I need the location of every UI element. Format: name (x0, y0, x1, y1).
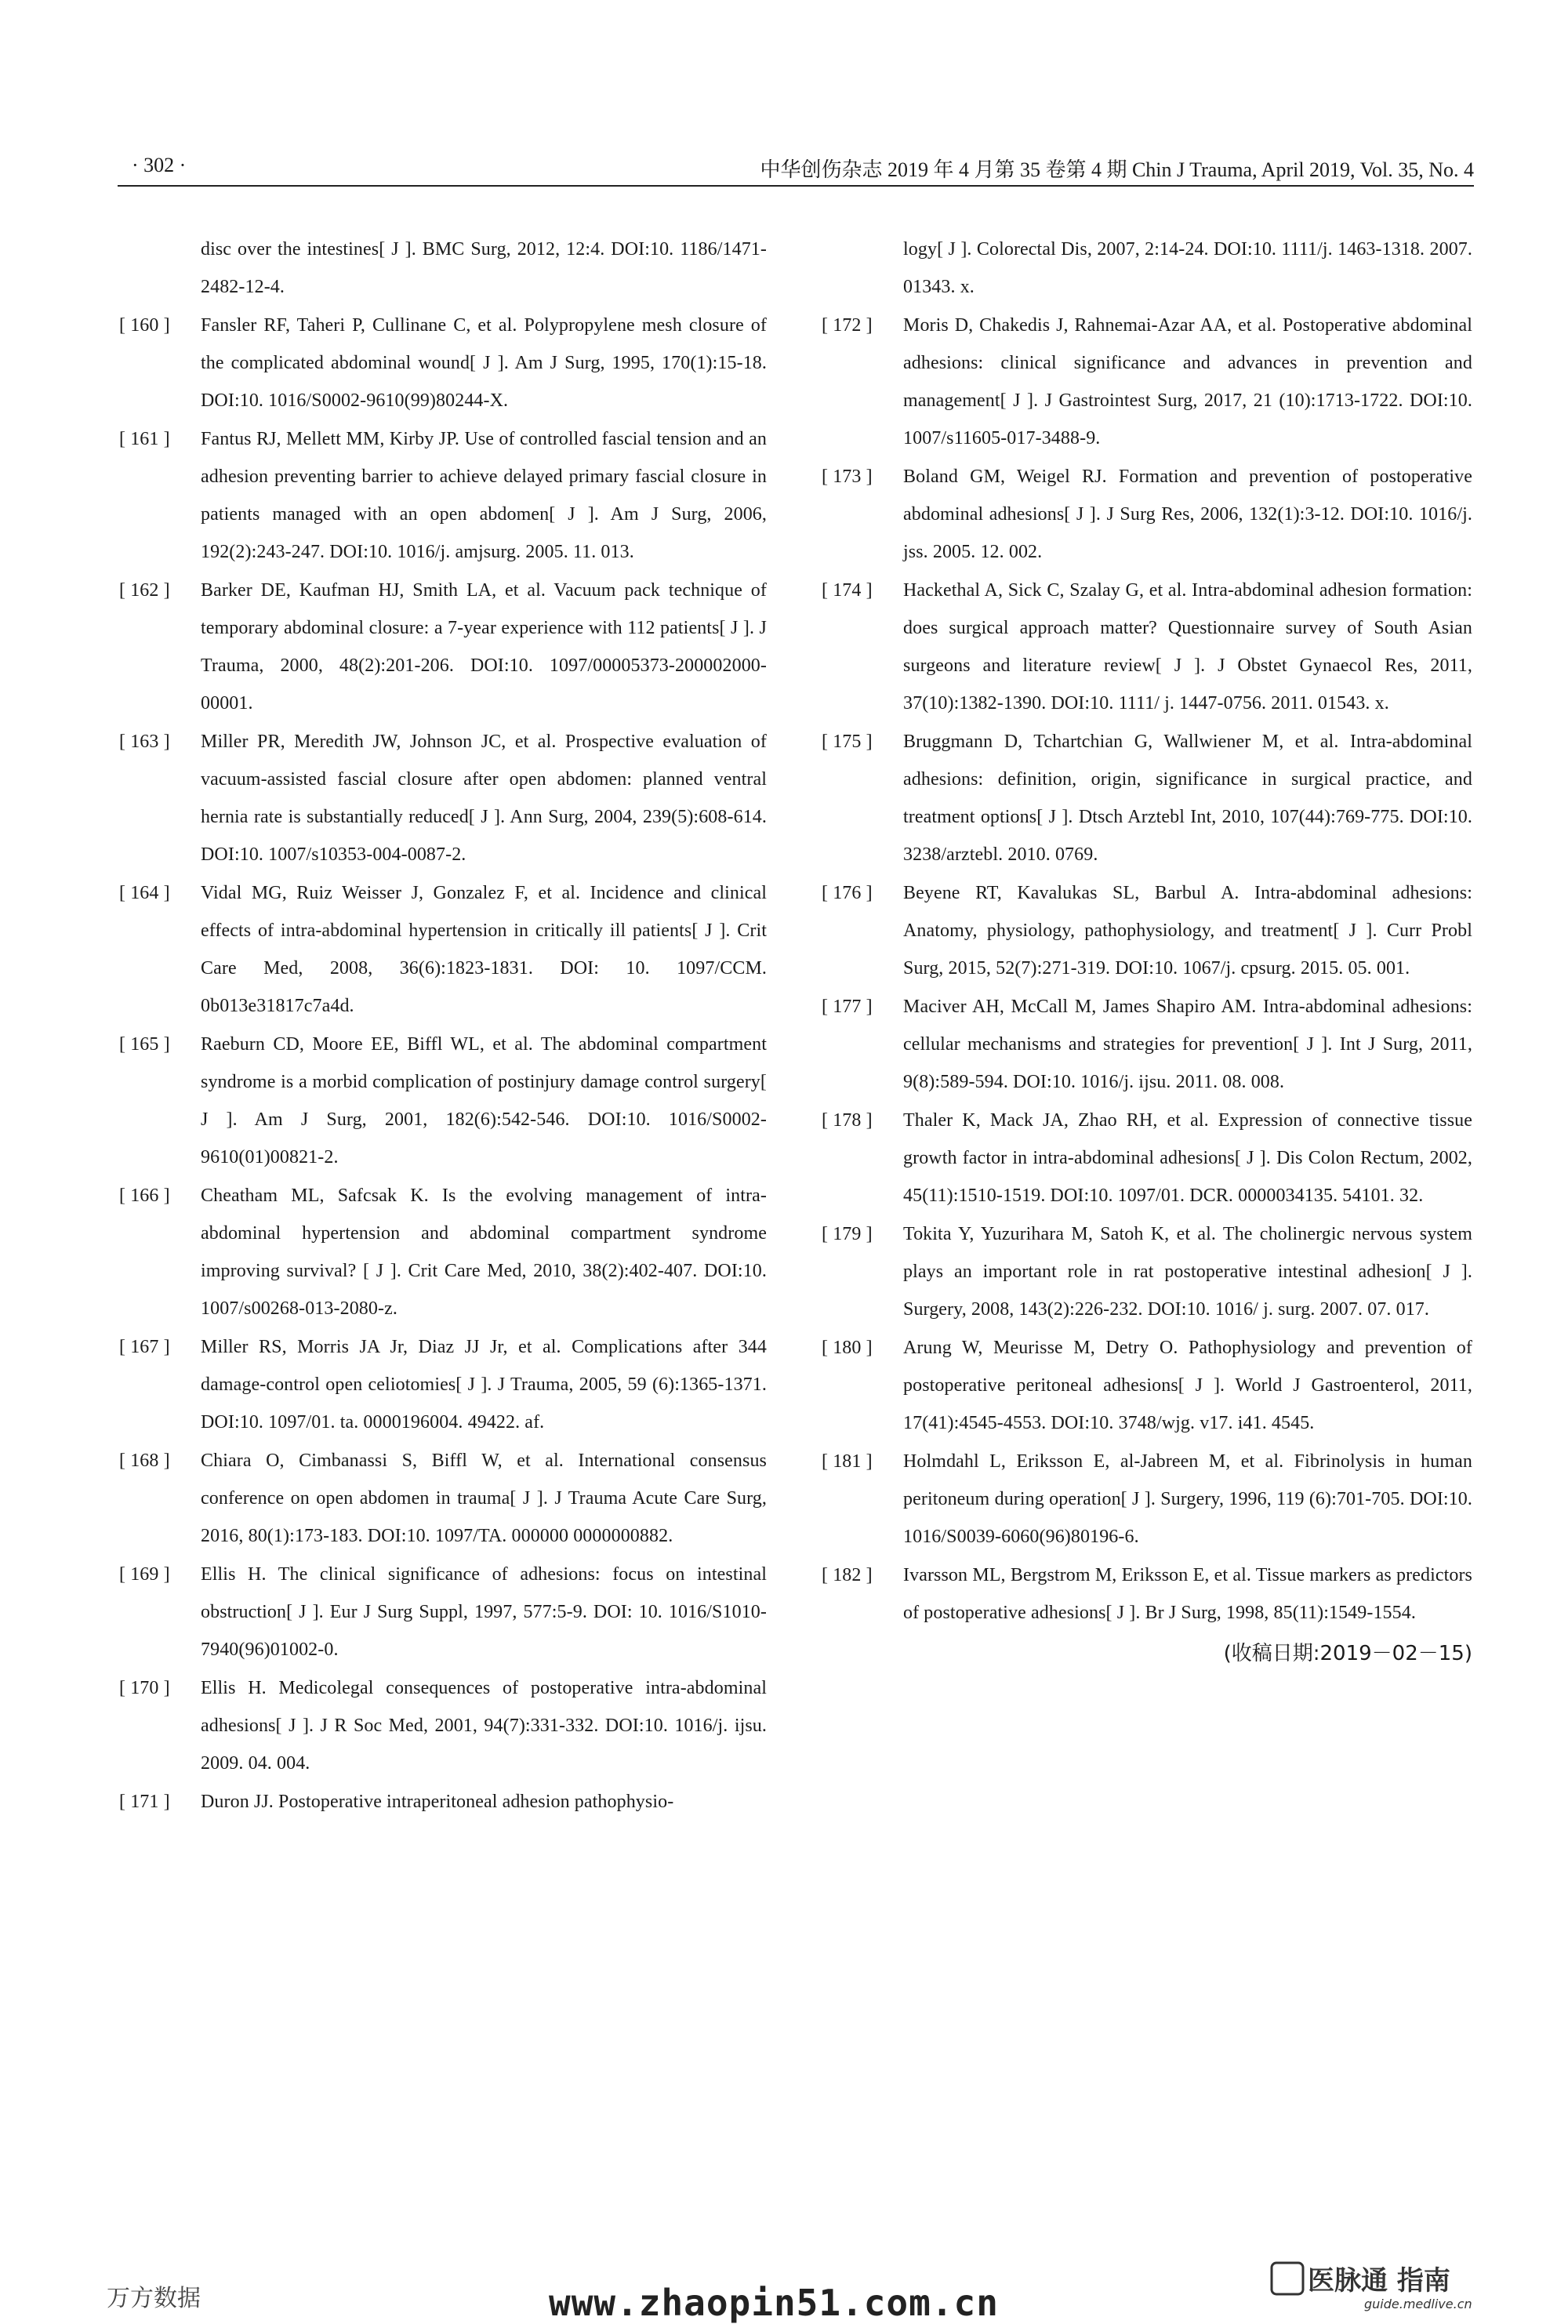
reference-text: Thaler K, Mack JA, Zhao RH, et al. Expression of connective tissue growth factor in intra-abdominal adhesions[ J ]. Dis Colon Rectum, 2002, 45(11):1510-1519. DOI:10. 1097/01. DCR. 0000034135. 54101. 32. (903, 1110, 1472, 1206)
reference-number: [ 164 ] (119, 883, 170, 903)
reference-text: Raeburn CD, Moore EE, Biffl WL, et al. The abdominal compartment syndrome is a morbid complication of postinjury damage control surgery[ J ]. Am J Surg, 2001, 182(6):542-546. DOI:10. 1016/S0002-9610(01)00821-2. (201, 1034, 767, 1167)
reference-item (822, 307, 1472, 457)
reference-item (119, 420, 767, 571)
reference-number: [ 181 ] (822, 1451, 873, 1472)
reference-text: Boland GM, Weigel RJ. Formation and prevention of postoperative abdominal adhesions[ J ]. J Surg Res, 2006, 132(1):3-12. DOI:10. 1016/j. jss. 2005. 12. 002. (903, 467, 1472, 562)
journal-citation: 中华创伤杂志 2019 年 4 月第 35 卷第 4 期 Chin J Trauma, April 2019, Vol. 35, No. 4 (760, 158, 1474, 181)
reference-text: Vidal MG, Ruiz Weisser J, Gonzalez F, et al. Incidence and clinical effects of intra-abdominal hypertension in critically ill patients[ J ]. Crit Care Med, 2008, 36(6):1823-1831. DOI: 10. 1097/CCM. 0b013e31817c7a4d. (201, 883, 767, 1016)
reference-number: [ 174 ] (822, 580, 873, 601)
reference-text: Duron JJ. Postoperative intraperitoneal adhesion pathophysio- (201, 1792, 674, 1812)
reference-item (822, 1556, 1472, 1632)
reference-number: [ 179 ] (822, 1224, 873, 1244)
reference-number: [ 175 ] (822, 732, 873, 752)
reference-text: Chiara O, Cimbanassi S, Biffl W, et al. International consensus conference on open abdomen in trauma[ J ]. J Trauma Acute Care Surg, 2016, 80(1):173-183. DOI:10. 1097/TA. 000000 0000000882. (201, 1451, 767, 1546)
reference-number: [ 166 ] (119, 1186, 170, 1206)
reference-text: Beyene RT, Kavalukas SL, Barbul A. Intra-abdominal adhesions: Anatomy, physiology, pathophysiology, and treatment[ J ]. Curr Probl Surg, 2015, 52(7):271-319. DOI:10. 1067/j. cpsurg. 2015. 05. 001. (903, 883, 1472, 979)
reference-item (119, 1669, 767, 1782)
reference-item (119, 307, 767, 419)
reference-column-left (119, 231, 767, 1821)
reference-item (822, 1215, 1472, 1328)
reference-item (822, 1102, 1472, 1215)
reference-text: Holmdahl L, Eriksson E, al-Jabreen M, et al. Fibrinolysis in human peritoneum during operation[ J ]. Surgery, 1996, 119 (6):701-705. DOI:10. 1016/S0039-6060(96)80196-6. (903, 1451, 1472, 1547)
reference-text: logy[ J ]. Colorectal Dis, 2007, 2:14-24. DOI:10. 1111/j. 1463-1318. 2007. 01343. x. (903, 239, 1472, 297)
reference-number: [ 180 ] (822, 1338, 873, 1358)
reference-text: Ellis H. The clinical significance of adhesions: focus on intestinal obstruction[ J ]. Eur J Surg Suppl, 1997, 577:5-9. DOI: 10. 1016/S1010-7940(96)01002-0. (201, 1564, 767, 1660)
reference-text: disc over the intestines[ J ]. BMC Surg, 2012, 12:4. DOI:10. 1186/1471-2482-12-4. (201, 239, 767, 297)
reference-item (119, 1556, 767, 1669)
reference-item (119, 1442, 767, 1555)
reference-item (822, 572, 1472, 722)
reference-text: Maciver AH, McCall M, James Shapiro AM. Intra-abdominal adhesions: cellular mechanisms and strategies for prevention[ J ]. Int J Surg, 2011, 9(8):589-594. DOI:10. 1016/j. ijsu. 2011. 08. 008. (903, 997, 1472, 1092)
reference-item (119, 231, 767, 306)
reference-text: Fansler RF, Taheri P, Cullinane C, et al. Polypropylene mesh closure of the complicated abdominal wound[ J ]. Am J Surg, 1995, 170(1):15-18. DOI:10. 1016/S0002-9610(99)80244-X. (201, 315, 767, 411)
reference-item (822, 1443, 1472, 1556)
page-number: · 302 · (132, 154, 187, 176)
reference-text: Arung W, Meurisse M, Detry O. Pathophysiology and prevention of postoperative peritoneal adhesions[ J ]. World J Gastroenterol, 2011, 17(41):4545-4553. DOI:10. 3748/wjg. v17. i41. 4545. (903, 1338, 1472, 1433)
reference-text: Hackethal A, Sick C, Szalay G, et al. Intra-abdominal adhesion formation: does surgical approach matter? Questionnaire survey of South Asian surgeons and literature review[ J ]. J Obstet Gynaecol Res, 2011, 37(10):1382-1390. DOI:10. 1111/ j. 1447-0756. 2011. 01543. x. (903, 580, 1472, 714)
reference-number: [ 176 ] (822, 883, 873, 903)
reference-item (119, 723, 767, 873)
reference-text: Moris D, Chakedis J, Rahnemai-Azar AA, et al. Postoperative abdominal adhesions: clinical significance and advances in prevention and management[ J ]. J Gastrointest Surg, 2017, 21 (10):1713-1722. DOI:10. 1007/s11605-017-3488-9. (903, 315, 1472, 448)
logo-text: 医脉通 指南 (1308, 2265, 1450, 2297)
reference-number: [ 178 ] (822, 1110, 873, 1131)
reference-number: [ 161 ] (119, 429, 170, 449)
reference-text: Miller RS, Morris JA Jr, Diaz JJ Jr, et al. Complications after 344 damage-control open celiotomies[ J ]. J Trauma, 2005, 59 (6):1365-1371. DOI:10. 1097/01. ta. 0000196004. 49422. af. (201, 1337, 767, 1433)
reference-number: [ 169 ] (119, 1564, 170, 1585)
reference-item (119, 1783, 767, 1821)
reference-number: [ 165 ] (119, 1034, 170, 1055)
reference-item (119, 874, 767, 1025)
reference-item (822, 988, 1472, 1101)
website-watermark: www.zhaopin51.com.cn (549, 2282, 999, 2324)
reference-item (822, 874, 1472, 987)
reference-text: Tokita Y, Yuzurihara M, Satoh K, et al. The cholinergic nervous system plays an important role in rat postoperative intestinal adhesion[ J ]. Surgery, 2008, 143(2):226-232. DOI:10. 1016/ j. surg. 2007. 07. 017. (903, 1224, 1472, 1320)
reference-number: [ 172 ] (822, 315, 873, 336)
reference-number: [ 167 ] (119, 1337, 170, 1357)
reference-item (119, 1026, 767, 1176)
medlive-logo (1270, 2258, 1474, 2313)
reference-item (119, 1177, 767, 1327)
reference-number: [ 177 ] (822, 997, 873, 1017)
reference-text: Fantus RJ, Mellett MM, Kirby JP. Use of controlled fascial tension and an adhesion preventing barrier to achieve delayed primary fascial closure in patients managed with an open abdomen[ J ]. Am J Surg, 2006, 192(2):243-247. DOI:10. 1016/j. amjsurg. 2005. 11. 013. (201, 429, 767, 562)
reference-item (119, 572, 767, 722)
reference-item (822, 458, 1472, 571)
reference-item (822, 1329, 1472, 1442)
reference-text: Ivarsson ML, Bergstrom M, Eriksson E, et al. Tissue markers as predictors of postoperative adhesions[ J ]. Br J Surg, 1998, 85(11):1549-1554. (903, 1565, 1472, 1623)
reference-text: Ellis H. Medicolegal consequences of postoperative intra-abdominal adhesions[ J ]. J R Soc Med, 2001, 94(7):331-332. DOI:10. 1016/j. ijsu. 2009. 04. 004. (201, 1678, 767, 1774)
logo-url: guide.medlive.cn (1364, 2297, 1472, 2311)
reference-number: [ 170 ] (119, 1678, 170, 1698)
logo-mark (1272, 2263, 1303, 2294)
received-date: (收稿日期:2019－02－15) (1223, 1642, 1472, 1665)
reference-column-right (822, 231, 1472, 1672)
reference-number: [ 182 ] (822, 1565, 873, 1585)
reference-text: Barker DE, Kaufman HJ, Smith LA, et al. Vacuum pack technique of temporary abdominal closure: a 7-year experience with 112 patients[ J ]. J Trauma, 2000, 48(2):201-206. DOI:10. 1097/00005373-200002000-00001. (201, 580, 767, 714)
reference-item (119, 1328, 767, 1441)
wanfang-watermark: 万方数据 (107, 2285, 201, 2312)
reference-number: [ 168 ] (119, 1451, 170, 1471)
reference-number: [ 173 ] (822, 467, 873, 487)
reference-number: [ 160 ] (119, 315, 170, 336)
reference-text: Miller PR, Meredith JW, Johnson JC, et al. Prospective evaluation of vacuum-assisted fascial closure after open abdomen: planned ventral hernia rate is substantially reduced[ J ]. Ann Surg, 2004, 239(5):608-614. DOI:10. 1007/s10353-004-0087-2. (201, 732, 767, 865)
reference-number: [ 163 ] (119, 732, 170, 752)
reference-item (822, 723, 1472, 873)
reference-text: Cheatham ML, Safcsak K. Is the evolving management of intra-abdominal hypertension and abdominal compartment syndrome improving survival? [ J ]. Crit Care Med, 2010, 38(2):402-407. DOI:10. 1007/s00268-013-2080-z. (201, 1186, 767, 1319)
reference-text: Bruggmann D, Tchartchian G, Wallwiener M, et al. Intra-abdominal adhesions: definition, origin, significance in surgical practice, and treatment options[ J ]. Dtsch Arztebl Int, 2010, 107(44):769-775. DOI:10. 3238/arztebl. 2010. 0769. (903, 732, 1472, 865)
page-header (118, 151, 1474, 187)
reference-number: [ 171 ] (119, 1792, 170, 1812)
reference-number: [ 162 ] (119, 580, 170, 601)
reference-item (822, 231, 1472, 306)
